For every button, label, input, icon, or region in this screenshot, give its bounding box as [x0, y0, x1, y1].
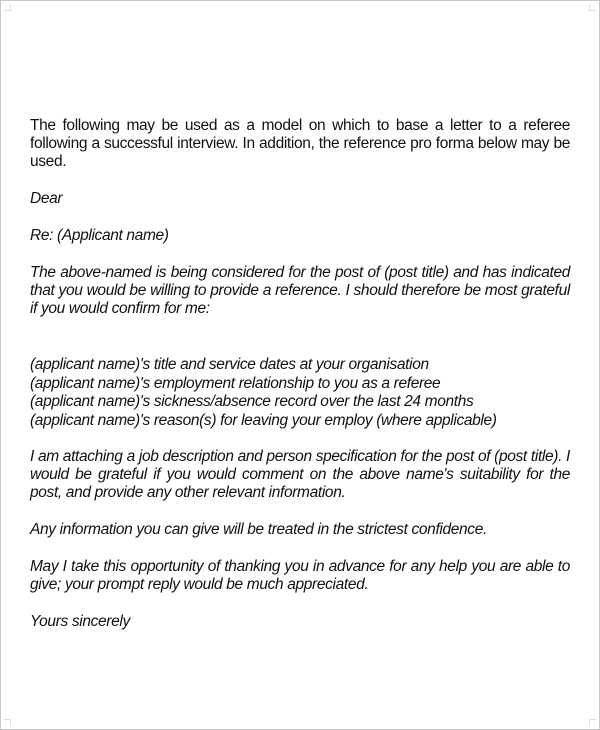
closing: Yours sincerely — [30, 613, 130, 630]
confirm-list — [30, 356, 570, 430]
salutation: Dear — [30, 190, 63, 207]
confirm-item: (applicant name)'s reason(s) for leaving your employ (where applicable) — [30, 411, 497, 429]
confirm-item: (applicant name)'s title and service dates at your organisation — [30, 356, 429, 373]
corner-mark — [589, 4, 596, 11]
confirm-item: (applicant name)'s sickness/absence record over the last 24 months — [30, 393, 474, 410]
confirm-item: (applicant name)'s employment relationship to you as a referee — [30, 374, 441, 392]
intro-paragraph: The following may be used as a model on which to base a letter to a referee following a successful interview. In addition, the reference pro forma below may be used. — [30, 117, 570, 170]
paragraph-confidence: Any information you can give will be treated in the strictest confidence. — [30, 521, 487, 538]
corner-mark — [589, 719, 596, 726]
re-line: Re: (Applicant name) — [30, 227, 169, 244]
corner-mark — [4, 719, 11, 726]
paragraph-thanks: May I take this opportunity of thanking you in advance for any help you are able to give; your prompt reply would be much appreciated. — [30, 558, 570, 593]
corner-mark — [4, 4, 11, 11]
paragraph-consideration: The above-named is being considered for the post of (post title) and has indicated that you would be willing to provide a reference. I should therefore be most grateful if you would confirm for me: — [30, 264, 570, 317]
paragraph-attachment: I am attaching a job description and person specification for the post of (post title). I would be grateful if you would comment on the above name's suitability for the post, and provide any other relevant information. — [30, 448, 570, 501]
letter-body — [30, 117, 570, 631]
